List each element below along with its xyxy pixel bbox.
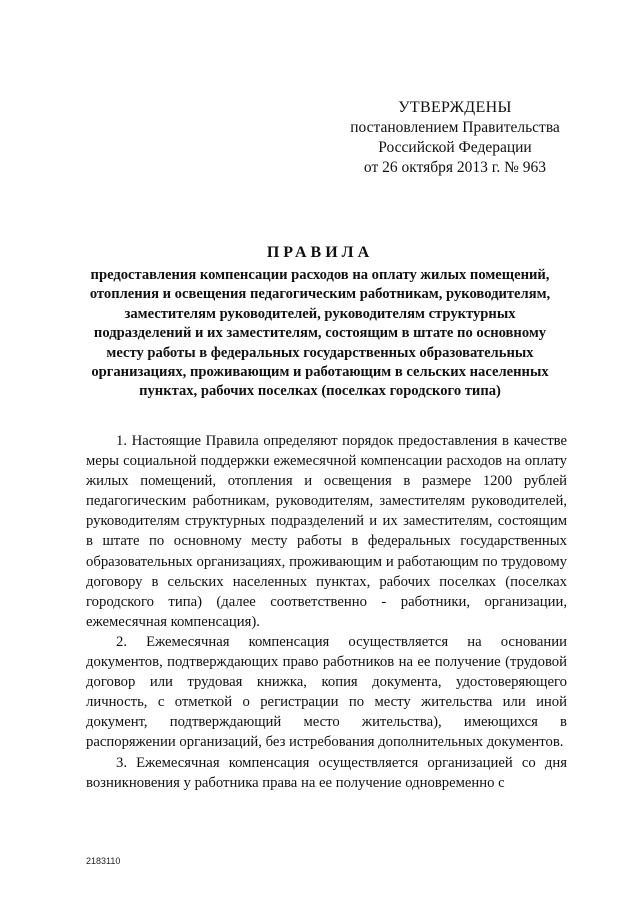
document-title: ПРАВИЛА (266, 244, 374, 261)
approval-line-1: постановлением Правительства (350, 119, 560, 136)
document-subtitle: предоставления компенсации расходов на оплату жилых помещений, отопления и освещения педагогическим работникам, руководителям, заместителям руководителей, руководителям структурных подразделений и их заместителям, состоящим в штате по основному месту работы в федеральных государственных образовательных организациях, проживающим и работающим в сельских населенных пунктах, рабочих поселках (поселках городского типа) (89, 267, 551, 400)
document-body (86, 431, 567, 793)
approval-line-2: Российской Федерации (378, 139, 532, 156)
approval-heading: УТВЕРЖДЕНЫ (398, 99, 512, 116)
paragraph-3: 3. Ежемесячная компенсация осуществляется организацией со дня возникновения у работника права на ее получение одновременно с (86, 754, 567, 791)
approval-line-3: от 26 октября 2013 г. № 963 (363, 159, 547, 176)
paragraph-1: 1. Настоящие Правила определяют порядок предоставления в качестве меры социальной поддержки ежемесячной компенсации расходов на оплату жилых помещений, отопления и освещения в размере 1200 рублей педагогическим работникам, руководителям, заместителям руководителей, руководителям структурных подразделений и их заместителям, состоящим в штате по основному месту работы в федеральных государственных образовательных организациях, проживающим и работающим по трудовому договору в сельских населенных пунктах, рабочих поселках (поселках городского типа) (далее соответственно - работники, организации, ежемесячная компенсация). (86, 433, 567, 630)
footer-document-code: 2183110 (86, 856, 121, 866)
approval-block (330, 98, 580, 178)
paragraph-2: 2. Ежемесячная компенсация осуществляется на основании документов, подтверждающих право работников на ее получение (трудовой договор или трудовая книжка, копия документа, удостоверяющего личность, с отметкой о регистрации по месту жительства или иной документ, подтверждающий место жительства), имеющихся в распоряжении организаций, без истребования дополнительных документов. (86, 633, 567, 751)
